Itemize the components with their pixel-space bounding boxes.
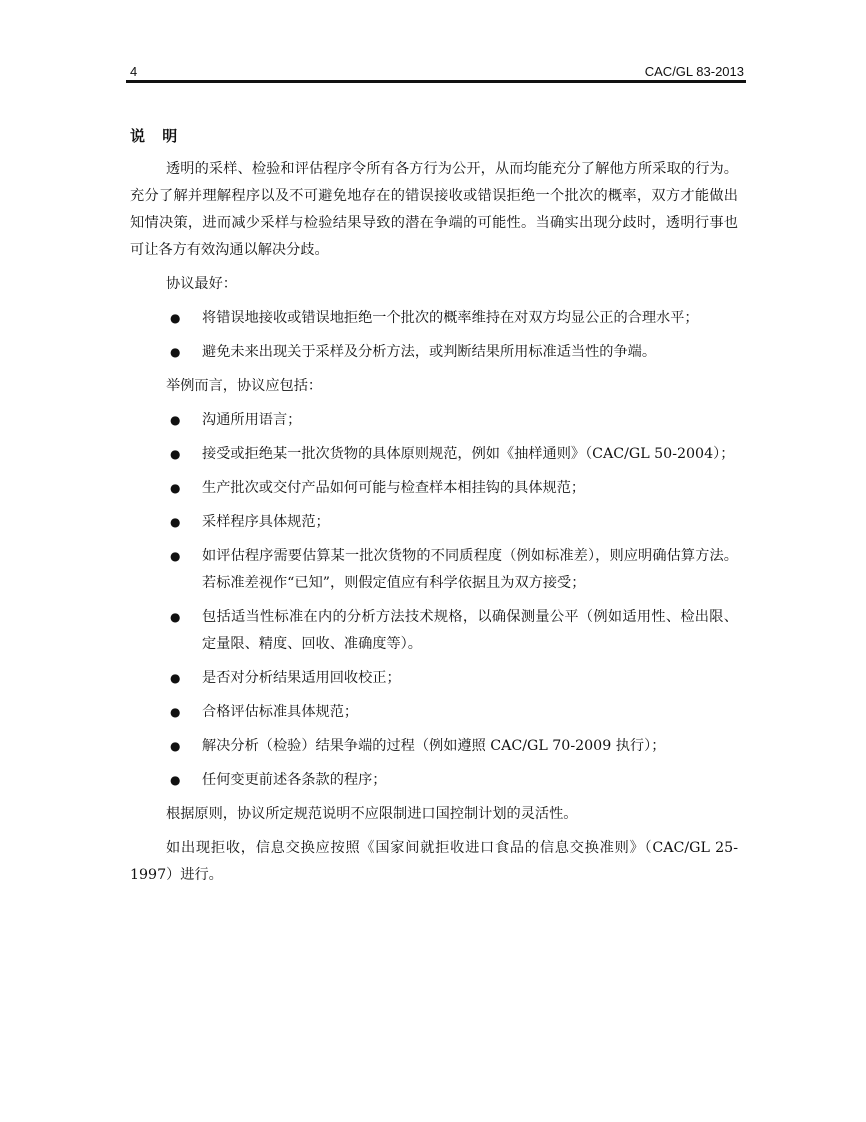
bullet-icon: ● [170, 549, 181, 563]
list-item [130, 509, 738, 536]
agreement-intro: 协议最好： [166, 276, 237, 292]
list-item-text: 任何变更前述各条款的程序； [202, 772, 387, 788]
list-item-text: 解决分析（检验）结果争端的过程（例如遵照 CAC/GL 70-2009 执行）； [202, 738, 666, 754]
bullet-icon: ● [170, 515, 181, 529]
list-item-text: 采样程序具体规范； [202, 514, 330, 530]
list-item [130, 407, 738, 434]
bullet-icon: ● [170, 671, 181, 685]
list-item [130, 441, 738, 468]
list-item [130, 475, 738, 502]
bullet-icon: ● [170, 481, 181, 495]
example-intro: 举例而言，协议应包括： [166, 378, 323, 394]
list-item-text: 如评估程序需要估算某一批次货物的不同质程度（例如标准差），则应明确估算方法。若标准差视作“已知”，则假定值应有科学依据且为双方接受； [202, 548, 738, 591]
bullet-icon: ● [170, 610, 181, 624]
list-item-text: 是否对分析结果适用回收校正； [202, 670, 401, 686]
paragraph-rejection: 如出现拒收，信息交换应按照《国家间就拒收进口食品的信息交换准则》（CAC/GL 25-1997）进行。 [130, 840, 738, 883]
list-item-text: 避免未来出现关于采样及分析方法，或判断结果所用标准适当性的争端。 [202, 344, 657, 360]
bullet-icon: ● [170, 739, 181, 753]
list-item-text: 包括适当性标准在内的分析方法技术规格，以确保测量公平（例如适用性、检出限、定量限、精度、回收、准确度等）。 [202, 609, 738, 652]
bullet-icon: ● [170, 311, 181, 325]
list-item [130, 767, 738, 794]
list-item-text: 将错误地接收或错误地拒绝一个批次的概率维持在对双方均显公正的合理水平； [202, 310, 699, 326]
header-rule [126, 80, 746, 83]
paragraph-transparency: 透明的采样、检验和评估程序令所有各方行为公开，从而均能充分了解他方所采取的行为。充分了解并理解程序以及不可避免地存在的错误接收或错误拒绝一个批次的概率，双方才能做出知情决策，进而减少采样与检验结果导致的潜在争端的可能性。当确实出现分歧时，透明行事也可让各方有效沟通以解决分歧。 [130, 161, 738, 258]
list-item-text: 沟通所用语言； [202, 412, 302, 428]
list-item [130, 604, 738, 658]
example-bullet-list [130, 407, 738, 794]
bullet-icon: ● [170, 705, 181, 719]
list-item [130, 339, 738, 366]
list-item [130, 305, 738, 332]
list-item-text: 接受或拒绝某一批次货物的具体原则规范，例如《抽样通则》（CAC/GL 50-2004）； [202, 446, 735, 462]
list-item [130, 733, 738, 760]
page-number: 4 [130, 64, 138, 79]
bullet-icon: ● [170, 447, 181, 461]
bullet-icon: ● [170, 345, 181, 359]
list-item-text: 合格评估标准具体规范； [202, 704, 359, 720]
page-header [126, 62, 746, 80]
bullet-icon: ● [170, 773, 181, 787]
section-heading: 说 明 [130, 127, 184, 145]
bullet-icon: ● [170, 413, 181, 427]
document-body [130, 156, 738, 896]
list-item [130, 543, 738, 597]
document-code: CAC/GL 83-2013 [644, 64, 744, 79]
list-item [130, 699, 738, 726]
agreement-bullet-list [130, 305, 738, 366]
list-item-text: 生产批次或交付产品如何可能与检查样本相挂钩的具体规范； [202, 480, 586, 496]
list-item [130, 665, 738, 692]
paragraph-flexibility: 根据原则，协议所定规范说明不应限制进口国控制计划的灵活性。 [166, 806, 578, 822]
